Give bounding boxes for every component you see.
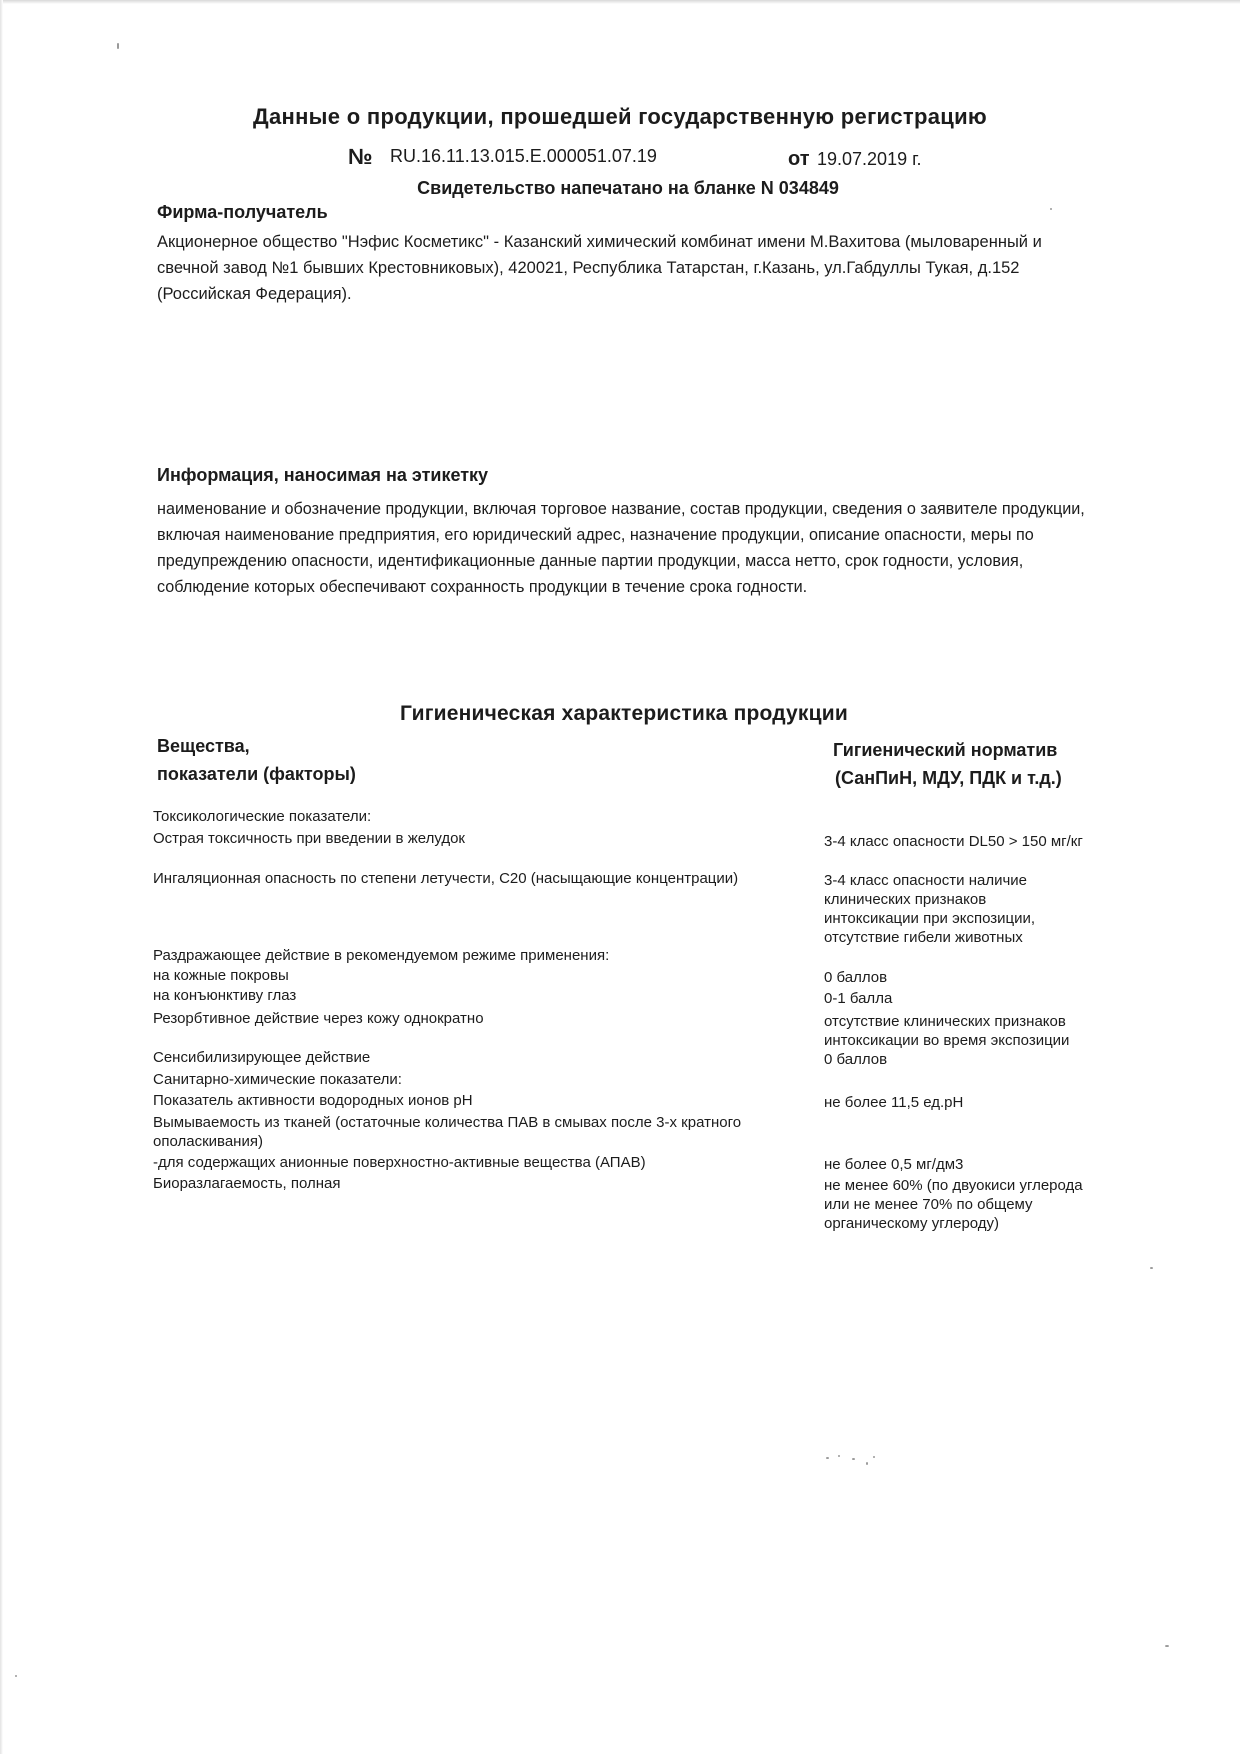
table-row-left: Сенсибилизирующее действие <box>153 1049 371 1066</box>
table-row-right: отсутствие клинических признаков интоксикации во время экспозиции <box>824 1013 1070 1049</box>
scan-speck <box>1165 1645 1169 1647</box>
column-header-substances-line: Вещества, <box>157 736 250 756</box>
column-header-norm-line: Гигиенический норматив <box>833 740 1058 760</box>
table-row-left: Биоразлагаемость, полная <box>153 1175 341 1192</box>
scan-speck <box>826 1457 829 1459</box>
scan-edge-left <box>0 0 3 1754</box>
table-row-right: 0 баллов <box>824 1051 888 1068</box>
registration-number-label: № <box>348 144 373 169</box>
table-row-right: не менее 60% (по двуокиси углерода или не менее 70% по общему органическому углероду) <box>824 1177 1083 1232</box>
scan-speck <box>117 43 119 49</box>
scan-speck <box>838 1455 840 1457</box>
scan-speck <box>873 1456 875 1458</box>
label-info-text: наименование и обозначение продукции, включая торговое название, состав продукции, сведения о заявителе продукции, включая наименование предприятия, его юридический адрес, назначение продукции, описание опасности, меры по предупреждению опасности, идентификационные данные партии продукции, масса нетто, срок годности, условия, соблюдение которых обеспечивают сохранность продукции в течение срока годности. <box>157 500 1085 596</box>
blank-number-line: Свидетельство напечатано на бланке N 034849 <box>417 178 839 198</box>
table-row-right: 0-1 балла <box>824 990 893 1007</box>
table-row-right: 3-4 класс опасности DL50 > 150 мг/кг <box>824 833 1083 850</box>
table-row-left: -для содержащих анионные поверхностно-активные вещества (АПАВ) <box>153 1154 646 1171</box>
hygiene-title: Гигиеническая характеристика продукции <box>400 702 848 725</box>
recipient-text: Акционерное общество "Нэфис Косметикс" - Казанский химический комбинат имени М.Вахитова (мыловаренный и свечной завод №1 бывших Крестовниковых), 420021, Республика Татарстан, г.Казань, ул.Габдуллы Тукая, д.152 (Российская Федерация). <box>157 233 1042 303</box>
table-row-right: не более 11,5 ед.pH <box>824 1094 964 1111</box>
table-row-left: Санитарно-химические показатели: <box>153 1071 402 1088</box>
table-row-left: на кожные покровы <box>153 967 289 984</box>
scan-speck <box>1150 1267 1153 1269</box>
scan-speck <box>15 1675 17 1677</box>
table-row-left: Резорбтивное действие через кожу однократно <box>153 1010 484 1027</box>
column-header-norm <box>833 736 1062 792</box>
column-header-substances-line: показатели (факторы) <box>157 764 356 784</box>
table-row-left: Острая токсичность при введении в желудок <box>153 830 465 847</box>
table-row-right: 0 баллов <box>824 969 888 986</box>
scan-speck <box>852 1458 855 1460</box>
table-row-right: не более 0,5 мг/дм3 <box>824 1156 964 1173</box>
table-row-left: на конъюнктиву глаз <box>153 987 297 1004</box>
scan-speck <box>866 1462 868 1465</box>
table-row-left: Ингаляционная опасность по степени летучести, С20 (насыщающие концентрации) <box>153 870 739 887</box>
scan-edge-top <box>0 0 1240 4</box>
column-header-norm-line: (СанПиН, МДУ, ПДК и т.д.) <box>835 768 1062 788</box>
label-info-label: Информация, наносимая на этикетку <box>157 465 489 485</box>
table-row-left: Токсикологические показатели: <box>153 808 372 825</box>
registration-number: RU.16.11.13.015.Е.000051.07.19 <box>390 146 657 166</box>
table-row-left: Показатель активности водородных ионов pH <box>153 1092 473 1109</box>
table-row-left: Вымываемость из тканей (остаточные количества ПАВ в смывах после 3-х кратного ополаскивания) <box>153 1114 742 1150</box>
registration-date-label: от <box>788 148 810 170</box>
column-header-substances <box>157 732 356 788</box>
registration-date: 19.07.2019 г. <box>817 149 922 169</box>
document-title: Данные о продукции, прошедшей государственную регистрацию <box>253 104 987 129</box>
scan-speck <box>1050 208 1052 210</box>
table-row-left: Раздражающее действие в рекомендуемом режиме применения: <box>153 947 610 964</box>
recipient-label: Фирма-получатель <box>157 202 328 222</box>
table-row-right: 3-4 класс опасности наличие клинических признаков интоксикации при экспозиции, отсутствие гибели животных <box>824 872 1036 946</box>
